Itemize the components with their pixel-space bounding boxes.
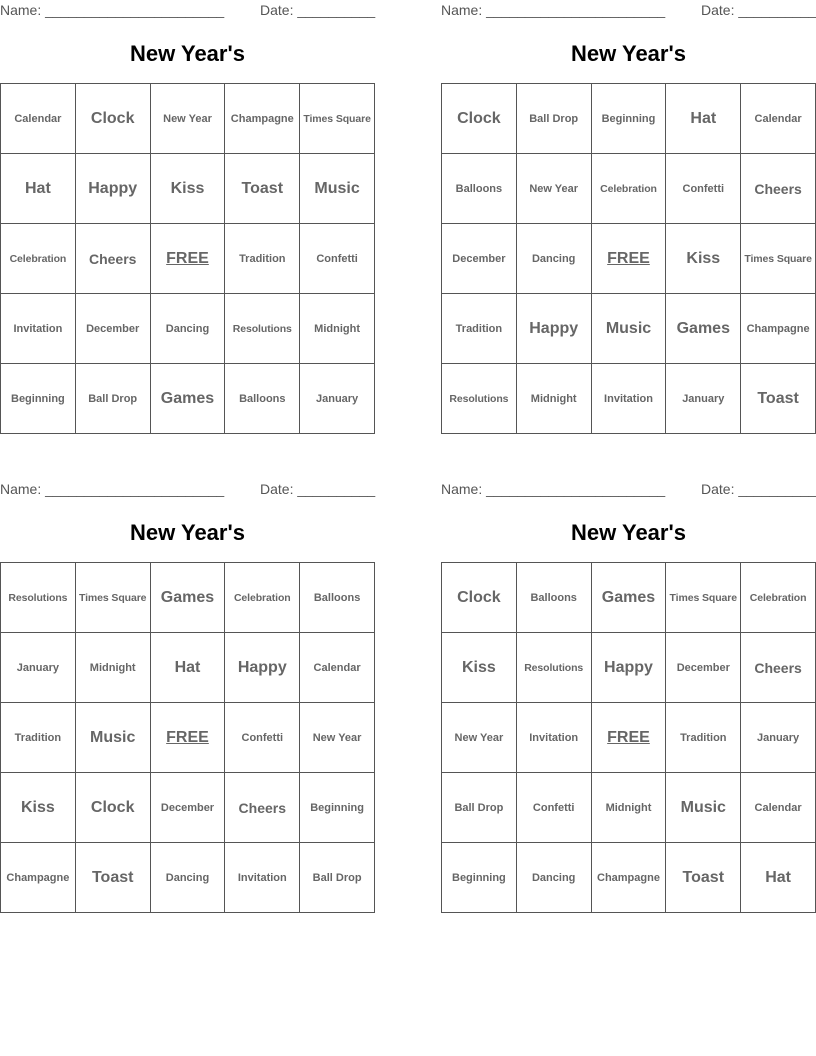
- bingo-cell: Champagne: [741, 294, 816, 364]
- card-title: New Year's: [130, 520, 245, 545]
- name-field[interactable]: Name: _______________________: [0, 481, 225, 497]
- bingo-cell: Cheers: [741, 154, 816, 224]
- bingo-cell: Kiss: [442, 633, 517, 703]
- card-header: [0, 0, 375, 20]
- bingo-cell: New Year: [150, 84, 225, 154]
- bingo-cell: Confetti: [666, 154, 741, 224]
- card-header: [441, 0, 816, 20]
- bingo-grid: [0, 83, 375, 434]
- card-header: [441, 479, 816, 499]
- bingo-cell: Happy: [591, 633, 666, 703]
- bingo-cell: Calendar: [741, 84, 816, 154]
- bingo-cell: Toast: [741, 364, 816, 434]
- grid-row: [1, 703, 375, 773]
- bingo-cell: Calendar: [1, 84, 76, 154]
- bingo-cell: Toast: [666, 843, 741, 913]
- bingo-cell: Dancing: [516, 843, 591, 913]
- bingo-cell: Clock: [75, 773, 150, 843]
- bingo-cell: Invitation: [516, 703, 591, 773]
- bingo-cell: December: [666, 633, 741, 703]
- bingo-cell: Dancing: [150, 843, 225, 913]
- bingo-cell: Hat: [741, 843, 816, 913]
- bingo-grid: [0, 562, 375, 913]
- grid-row: [1, 843, 375, 913]
- bingo-cell: January: [741, 703, 816, 773]
- grid-row: [442, 773, 816, 843]
- bingo-cell: Cheers: [225, 773, 300, 843]
- bingo-cell: Beginning: [300, 773, 375, 843]
- card-title: New Year's: [571, 520, 686, 545]
- bingo-cell: Confetti: [300, 224, 375, 294]
- bingo-cell: Dancing: [516, 224, 591, 294]
- bingo-cell: Toast: [75, 843, 150, 913]
- grid-row: [1, 224, 375, 294]
- grid-row: [1, 294, 375, 364]
- bingo-cell: Music: [75, 703, 150, 773]
- grid-row: [442, 84, 816, 154]
- bingo-cell: Balloons: [516, 563, 591, 633]
- date-field[interactable]: Date: __________: [260, 481, 376, 497]
- bingo-cell: Tradition: [225, 224, 300, 294]
- bingo-cell: Celebration: [225, 563, 300, 633]
- bingo-cell: Celebration: [591, 154, 666, 224]
- bingo-cell: Invitation: [1, 294, 76, 364]
- bingo-cell: Confetti: [225, 703, 300, 773]
- bingo-cell: Champagne: [1, 843, 76, 913]
- bingo-cell: Balloons: [300, 563, 375, 633]
- bingo-cell: Beginning: [1, 364, 76, 434]
- bingo-cell: Midnight: [516, 364, 591, 434]
- bingo-cell: Dancing: [150, 294, 225, 364]
- bingo-cell: Ball Drop: [442, 773, 517, 843]
- free-space-cell: FREE: [591, 224, 666, 294]
- bingo-grid: [441, 562, 816, 913]
- bingo-cell: Cheers: [75, 224, 150, 294]
- free-space-cell: FREE: [150, 703, 225, 773]
- bingo-cell: Beginning: [442, 843, 517, 913]
- bingo-cell: Tradition: [666, 703, 741, 773]
- grid-row: [1, 633, 375, 703]
- bingo-cell: Clock: [442, 563, 517, 633]
- bingo-cell: Music: [591, 294, 666, 364]
- bingo-cell: New Year: [300, 703, 375, 773]
- grid-row: [1, 773, 375, 843]
- date-field[interactable]: Date: __________: [701, 2, 816, 18]
- name-field[interactable]: Name: _______________________: [441, 2, 666, 18]
- name-field[interactable]: Name: _______________________: [0, 2, 225, 18]
- grid-row: [1, 563, 375, 633]
- bingo-cell: Times Square: [300, 84, 375, 154]
- bingo-cell: Balloons: [225, 364, 300, 434]
- bingo-cell: Happy: [75, 154, 150, 224]
- bingo-cell: Resolutions: [225, 294, 300, 364]
- bingo-cell: Champagne: [591, 843, 666, 913]
- bingo-cell: January: [666, 364, 741, 434]
- bingo-cell: Ball Drop: [516, 84, 591, 154]
- bingo-cell: Invitation: [591, 364, 666, 434]
- bingo-cell: January: [1, 633, 76, 703]
- bingo-cell: Balloons: [442, 154, 517, 224]
- bingo-cell: Tradition: [1, 703, 76, 773]
- bingo-cell: Clock: [75, 84, 150, 154]
- bingo-cell: Games: [150, 563, 225, 633]
- bingo-cell: Kiss: [1, 773, 76, 843]
- grid-row: [442, 843, 816, 913]
- card-title: New Year's: [571, 41, 686, 66]
- bingo-cell: January: [300, 364, 375, 434]
- grid-row: [442, 703, 816, 773]
- date-field[interactable]: Date: __________: [260, 2, 376, 18]
- grid-row: [1, 84, 375, 154]
- card-title: New Year's: [130, 41, 245, 66]
- grid-row: [442, 154, 816, 224]
- bingo-cell: Times Square: [666, 563, 741, 633]
- grid-row: [1, 364, 375, 434]
- bingo-cell: Times Square: [75, 563, 150, 633]
- bingo-cell: Ball Drop: [75, 364, 150, 434]
- bingo-cell: Games: [591, 563, 666, 633]
- grid-row: [442, 633, 816, 703]
- bingo-cell: Games: [666, 294, 741, 364]
- bingo-cell: Beginning: [591, 84, 666, 154]
- date-field[interactable]: Date: __________: [701, 481, 816, 497]
- name-field[interactable]: Name: _______________________: [441, 481, 666, 497]
- bingo-cell: Resolutions: [516, 633, 591, 703]
- bingo-cell: Midnight: [591, 773, 666, 843]
- bingo-cell: Hat: [150, 633, 225, 703]
- bingo-cell: December: [150, 773, 225, 843]
- bingo-cell: Celebration: [741, 563, 816, 633]
- bingo-cell: Games: [150, 364, 225, 434]
- bingo-grid: [441, 83, 816, 434]
- bingo-cell: Ball Drop: [300, 843, 375, 913]
- bingo-cell: December: [75, 294, 150, 364]
- bingo-cell: Kiss: [150, 154, 225, 224]
- bingo-cell: New Year: [516, 154, 591, 224]
- free-space-cell: FREE: [591, 703, 666, 773]
- bingo-cell: Happy: [516, 294, 591, 364]
- bingo-cell: Toast: [225, 154, 300, 224]
- bingo-cell: Midnight: [300, 294, 375, 364]
- grid-row: [442, 224, 816, 294]
- bingo-cell: Midnight: [75, 633, 150, 703]
- card-header: [0, 479, 375, 499]
- bingo-cell: Resolutions: [1, 563, 76, 633]
- bingo-cell: Calendar: [741, 773, 816, 843]
- grid-row: [442, 563, 816, 633]
- free-space-cell: FREE: [150, 224, 225, 294]
- bingo-cell: Calendar: [300, 633, 375, 703]
- bingo-cell: December: [442, 224, 517, 294]
- grid-row: [442, 294, 816, 364]
- bingo-cell: Resolutions: [442, 364, 517, 434]
- bingo-cell: Happy: [225, 633, 300, 703]
- grid-row: [1, 154, 375, 224]
- bingo-cell: Tradition: [442, 294, 517, 364]
- bingo-cell: New Year: [442, 703, 517, 773]
- bingo-cell: Music: [666, 773, 741, 843]
- bingo-cell: Times Square: [741, 224, 816, 294]
- bingo-cell: Celebration: [1, 224, 76, 294]
- bingo-cell: Champagne: [225, 84, 300, 154]
- bingo-cell: Invitation: [225, 843, 300, 913]
- bingo-cell: Kiss: [666, 224, 741, 294]
- bingo-cell: Hat: [1, 154, 76, 224]
- bingo-cell: Hat: [666, 84, 741, 154]
- bingo-cell: Cheers: [741, 633, 816, 703]
- bingo-cell: Clock: [442, 84, 517, 154]
- grid-row: [442, 364, 816, 434]
- bingo-cell: Music: [300, 154, 375, 224]
- bingo-cell: Confetti: [516, 773, 591, 843]
